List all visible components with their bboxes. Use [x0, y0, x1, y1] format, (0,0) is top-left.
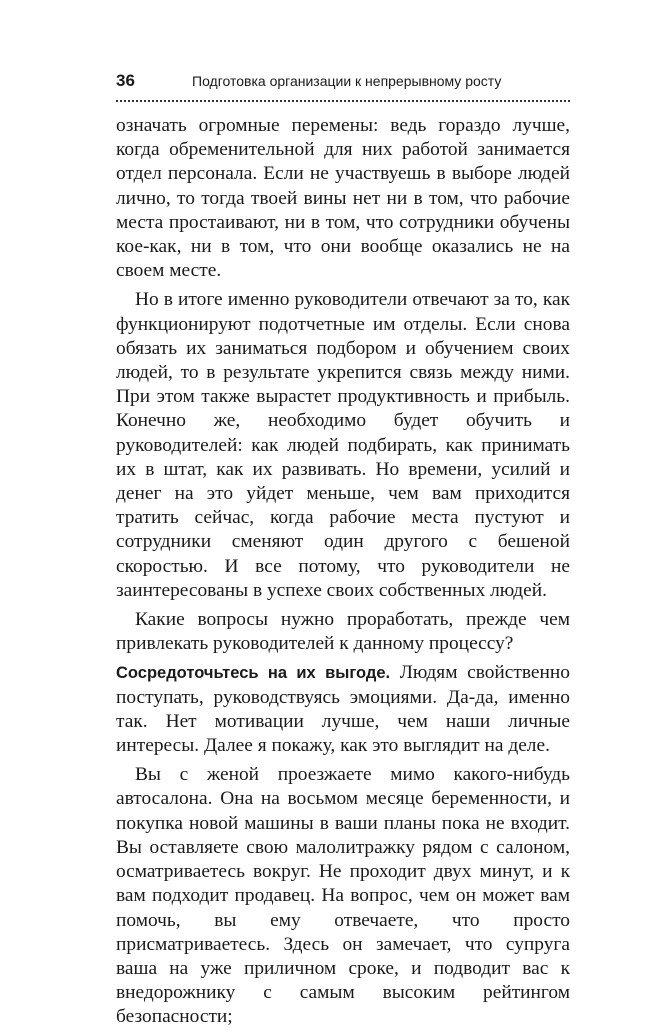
body-text	[116, 114, 570, 1035]
paragraph-2: Но в итоге именно руководители отвечают за то, как функционируют подотчетные им отделы. Если снова обязать их заниматься подбором и обучением своих людей, то в результате укрепится связь между ними. При этом также вырастет продуктивность и прибыль. Конечно же, необходимо будет обучить и руководителей: как людей подбирать, как принимать их в штат, как их развивать. Но времени, усилий и денег на это уйдет меньше, чем вам приходится тратить сейчас, когда рабочие места пустуют и сотрудники сменяют один другого с бешеной скоростью. И все потому, что руководители не заинтересованы в успехе своих собственных людей.	[116, 289, 570, 601]
paragraph-3: Какие вопросы нужно проработать, прежде чем привлекать руководителей к данному процессу?	[116, 609, 570, 655]
header-divider	[116, 100, 570, 102]
running-title: Подготовка организации к непрерывному росту	[192, 73, 502, 89]
page-number: 36	[116, 71, 135, 90]
paragraph-4-text: Людям свойственно поступать, руководствуясь эмоциями. Да-да, именно так. Нет мотивации лучше, чем наши личные интересы. Далее я покажу, как это выглядит на деле.	[116, 662, 570, 757]
paragraph-4	[116, 661, 570, 758]
paragraph-1: означать огромные перемены: ведь гораздо лучше, когда обременительной для них работой занимается отдел персонала. Если не участвуешь в выборе людей лично, то тогда твоей вины нет ни в том, что рабочие места простаивают, ни в том, что сотрудники обучены кое-как, ни в том, что они вообще оказались не на своем месте.	[116, 115, 570, 282]
page-header	[116, 71, 570, 93]
paragraph-5: Вы с женой проезжаете мимо какого-нибудь автосалона. Она на восьмом месяце беременности, и покупка новой машины в ваши планы пока не входит. Вы оставляете свою малолитражку рядом с салоном, осматриваетесь вокруг. Не проходит двух минут, и к вам подходит продавец. На вопрос, чем он может вам помочь, вы ему отвечаете, что просто присматриваетесь. Здесь он замечает, что супруга ваша на уже приличном сроке, и подводит вас к внедорожнику с самым высоким рейтингом безопасности;	[116, 764, 570, 1028]
paragraph-4-lead: Сосредоточьтесь на их выгоде.	[116, 664, 391, 683]
